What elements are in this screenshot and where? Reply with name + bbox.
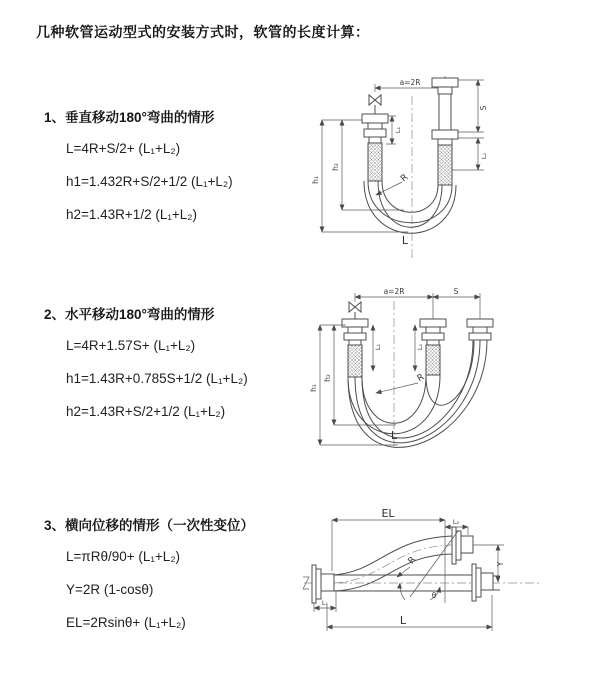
dim-el	[332, 507, 445, 603]
radius-leader	[397, 555, 418, 577]
braid-section	[426, 345, 440, 375]
braid-section	[348, 345, 362, 377]
dim-s	[458, 80, 488, 132]
lower-right-flange	[472, 564, 500, 601]
formula-line: h1=1.432R+S/2+1/2 (L₁+L₂)	[66, 174, 233, 189]
left-fitting	[362, 114, 388, 181]
dim-l2	[452, 138, 488, 170]
dim-label-h2: h₂	[323, 374, 332, 382]
section-1-heading: 1、垂直移动180°弯曲的情形	[44, 110, 215, 125]
valve-icon	[349, 302, 361, 319]
formula-line: L=4R+1.57S+ (L₁+L₂)	[66, 338, 196, 353]
dim-l2	[415, 325, 424, 371]
dim-label-s: S	[479, 105, 488, 111]
section-2-heading: 2、水平移动180°弯曲的情形	[44, 307, 215, 322]
dim-label-l2: L₂	[452, 518, 460, 526]
dim-length	[327, 595, 492, 631]
dim-label-r: R	[406, 555, 419, 567]
dim-h1	[311, 120, 411, 232]
dim-label-h1: h₁	[311, 176, 320, 184]
section-3	[44, 514, 254, 639]
dim-label-length: L	[390, 429, 398, 442]
formula-line: Y=2R (1-cosθ)	[66, 582, 154, 597]
diagram-horizontal-bend	[310, 283, 520, 463]
formula-line: h2=1.43R+S/2+1/2 (L₁+L₂)	[66, 404, 226, 419]
hose-u-bend	[364, 181, 456, 233]
hose-u-bend	[348, 340, 487, 447]
angle-theta	[400, 531, 458, 600]
right-fitting	[432, 78, 458, 185]
formula-line: L=πRθ/90+ (L₁+L₂)	[66, 549, 181, 564]
formula-line: h1=1.43R+0.785S+1/2 (L₁+L₂)	[66, 371, 248, 386]
formula-line: L=4R+S/2+ (L₁+L₂)	[66, 141, 181, 156]
dim-label-length: L	[401, 234, 409, 247]
formula-line: EL=2Rsinθ+ (L₁+L₂)	[66, 615, 186, 630]
dim-label-width: a=2R	[383, 287, 405, 296]
dim-label-l2: L₂	[480, 152, 488, 160]
dim-label-r: R	[415, 372, 427, 385]
dim-label-width: a=2R	[399, 78, 421, 87]
dim-label-r: R	[399, 172, 411, 185]
dim-label-h1: h₁	[309, 384, 318, 392]
dim-label-length: L	[399, 614, 407, 627]
left-fitting	[342, 319, 368, 377]
right-fitting	[467, 319, 493, 340]
page-title: 几种软管运动型式的安装方式时，软管的长度计算：	[36, 24, 370, 40]
dim-l1	[373, 325, 382, 371]
dim-label-l1: L₁	[321, 599, 329, 607]
left-flange	[312, 565, 334, 603]
radius-leader	[376, 372, 426, 393]
dim-label-s: S	[453, 287, 459, 296]
dim-label-l1: L₁	[374, 343, 382, 351]
dim-s	[433, 287, 480, 319]
dim-label-y: Y	[496, 561, 505, 567]
valve-icon	[369, 95, 381, 114]
diagram-lateral-displacement	[300, 505, 545, 640]
section-3-heading: 3、横向位移的情形（一次性变位）	[44, 518, 255, 533]
upper-right-flange	[452, 527, 473, 564]
braid-section	[368, 143, 382, 181]
dim-label-el: EL	[381, 507, 395, 520]
dim-label-l1: L₁	[394, 126, 402, 134]
section-2	[44, 303, 248, 428]
diagram-vertical-bend	[312, 72, 512, 262]
dim-label-theta: θ	[431, 591, 437, 600]
section-1	[44, 106, 233, 231]
dim-label-h2: h₂	[331, 163, 340, 171]
braid-section	[438, 145, 452, 185]
formula-line: h2=1.43R+1/2 (L₁+L₂)	[66, 207, 198, 222]
dim-label-l2: L₂	[416, 343, 424, 351]
